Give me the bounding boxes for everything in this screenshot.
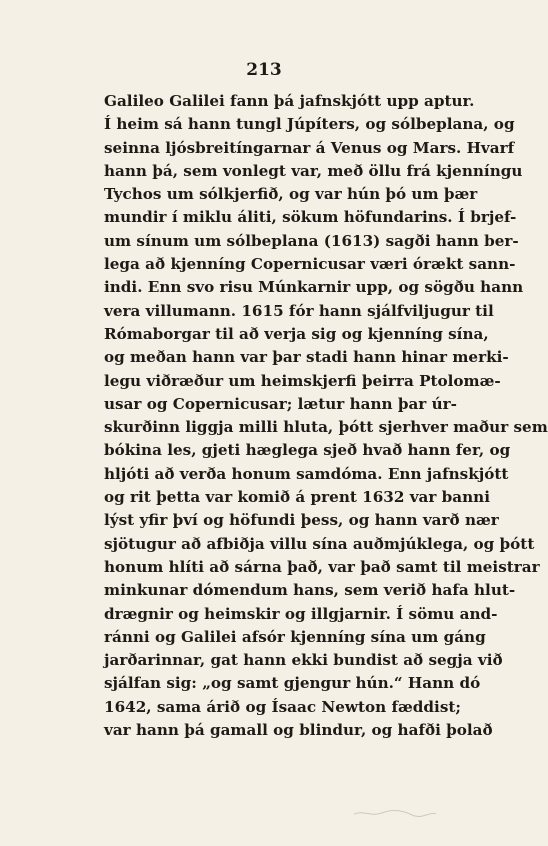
text-line: Rómaborgar til að verja sig og kjenníng sína, <box>104 324 489 343</box>
text-line: indi. Enn svo risu Múnkarnir upp, og sögðu hann <box>104 278 524 297</box>
text-line: sjötugur að afbiðja villu sína auðmjúklega, og þótt <box>104 534 535 553</box>
text-line: mundir í miklu áliti, sökum höfundarins. Í brjef- <box>104 208 517 227</box>
text-line: Í heim sá hann tungl Júpíters, og sólbeplana, og <box>104 115 515 134</box>
text-line: legu viðræður um heimskjerfi þeirra Ptolomæ- <box>104 371 501 390</box>
text-line: lega að kjenníng Copernicusar væri órækt sann- <box>104 255 516 274</box>
text-line: hann þá, sem vonlegt var, með öllu frá kjenníngu <box>104 161 523 180</box>
text-line: 1642, sama árið og Ísaac Newton fæddist; <box>104 697 461 716</box>
text-line: sjálfan sig: „og samt gjengur hún.“ Hann dó <box>104 674 481 693</box>
library-stamp-mark <box>350 806 440 820</box>
text-line: seinna ljósbreitíngarnar á Venus og Mars. Hvarf <box>104 138 515 157</box>
text-line: var hann þá gamall og blindur, og hafði þolað <box>104 721 493 740</box>
text-line: skurðinn liggja milli hluta, þótt sjerhver maður sem <box>104 418 548 437</box>
text-line: Galileo Galilei fann þá jafnskjótt upp aptur. <box>104 92 475 110</box>
text-line: usar og Copernicusar; lætur hann þar úr- <box>104 394 457 413</box>
text-line: minkunar dómendum hans, sem verið hafa hlut- <box>104 581 516 600</box>
text-line: ránni og Galilei afsór kjenníng sína um gáng <box>104 627 486 646</box>
text-line: jarðarinnar, gat hann ekki bundist að segja við <box>104 651 503 670</box>
text-line: vera villumann. 1615 fór hann sjálfviljugur til <box>104 301 494 320</box>
text-line: lýst yfir því og höfundi þess, og hann varð nær <box>104 511 499 530</box>
text-line: bókina les, gjeti hæglega sjeð hvað hann fer, og <box>104 441 511 460</box>
text-line: og rit þetta var komið á prent 1632 var banni <box>104 488 490 507</box>
text-line: Tychos um sólkjerfið, og var hún þó um þær <box>104 185 478 204</box>
text-line: og meðan hann var þar stadi hann hinar merki- <box>104 348 509 367</box>
text-line: drægnir og heimskir og illgjarnir. Í sömu and- <box>104 604 498 623</box>
text-line: um sínum um sólbeplana (1613) sagði hann ber- <box>104 231 519 250</box>
text-line: honum hlíti að sárna það, var það samt til meistrar <box>104 557 540 576</box>
text-line: hljóti að verða honum samdóma. Enn jafnskjótt <box>104 464 509 483</box>
body-text <box>104 90 548 742</box>
page-number: 213 <box>246 60 282 80</box>
